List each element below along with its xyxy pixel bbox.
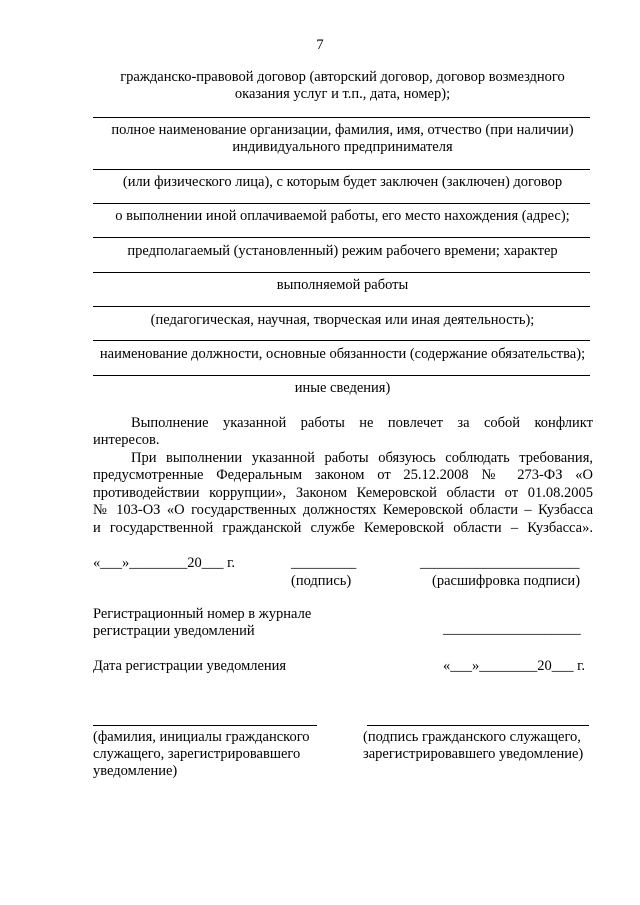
fill-in-rule [93,340,590,341]
right-caption: (подпись гражданского служащего, [363,729,581,745]
caption-line: наименование должности, основные обязанности (содержание обязательства); [99,346,586,362]
registration-number-line: ___________________ [443,621,581,637]
fill-in-rule [93,203,590,204]
date-field: «___»________20___ г. [93,555,236,571]
paragraph-text: При выполнении указанной работы обязуюсь соблюдать требования, [131,450,593,466]
caption-line: гражданско-правовой договор (авторский договор, договор возмездного [120,69,565,85]
paragraph-text: противодействии коррупции», Законом Кемеровской области от 01.08.2005 [93,485,593,501]
caption-line: (или физического лица), с которым будет заключен (заключен) договор [122,174,563,190]
left-caption: служащего, зарегистрировавшего [93,746,301,762]
paragraph-text: интересов. [93,432,160,448]
fill-in-rule [93,725,317,726]
caption-line: полное наименование организации, фамилия, имя, отчество (при наличии) [111,122,574,138]
fill-in-rule [367,725,589,726]
right-caption: зарегистрировавшего уведомление) [363,746,584,762]
paragraph-text: № 103-ОЗ «О государственных должностях Кемеровской области – Кузбасса [93,502,593,518]
decode-caption: (расшифровка подписи) [432,573,581,589]
fill-in-rule [93,117,590,118]
registration-number-label: регистрации уведомлений [93,623,255,639]
caption-line: (педагогическая, научная, творческая или иная деятельность); [150,312,535,328]
fill-in-rule [93,169,590,170]
caption-line: иные сведения) [294,380,391,396]
caption-line: о выполнении иной оплачиваемой работы, его место нахождения (адрес); [115,208,570,224]
registration-number-label: Регистрационный номер в журнале [93,606,312,622]
paragraph-text: и государственной гражданской службе Кемеровской области – Кузбасса». [93,520,593,536]
registration-date-label: Дата регистрации уведомления [93,658,287,674]
caption-line: индивидуального предпринимателя [232,139,453,155]
paragraph-text: Выполнение указанной работы не повлечет за собой конфликт [131,415,593,431]
decode-line: ______________________ [420,555,580,571]
paragraph-text: предусмотренные Федеральным законом от 25.12.2008 № 273-ФЗ «О [93,467,593,483]
fill-in-rule [93,272,590,273]
fill-in-rule [93,237,590,238]
caption-line: предполагаемый (установленный) режим рабочего времени; характер [127,243,558,259]
page-number: 7 [316,37,324,53]
caption-line: оказания услуг и т.п., дата, номер); [234,86,451,102]
signature-caption: (подпись) [291,573,352,589]
signature-line: _________ [291,555,357,571]
fill-in-rule [93,306,590,307]
left-caption: уведомление) [93,763,178,779]
left-caption: (фамилия, инициалы гражданского [93,729,310,745]
fill-in-rule [93,375,590,376]
caption-line: выполняемой работы [276,277,409,293]
registration-date-field: «___»________20___ г. [443,658,586,674]
